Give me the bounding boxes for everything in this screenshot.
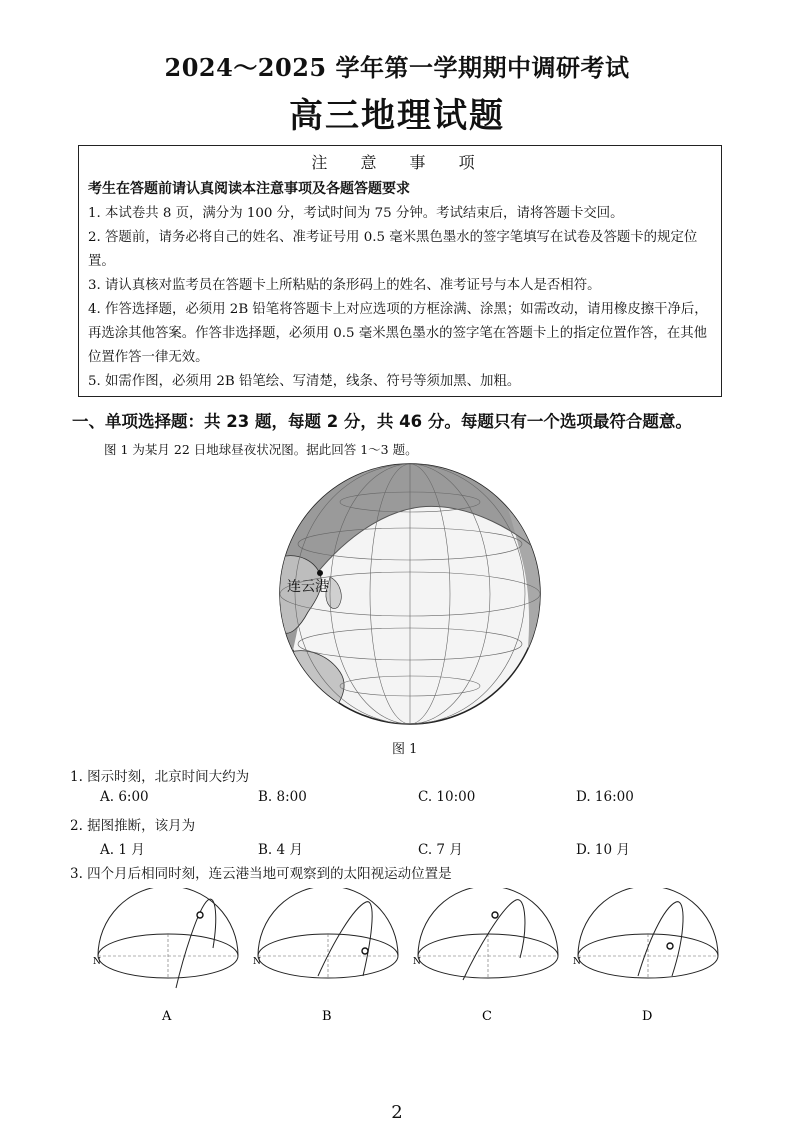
section-heading: 一、单项选择题：共 23 题，每题 2 分，共 46 分。每题只有一个选项最符合题意。 — [72, 412, 692, 431]
q1-option-b[interactable]: B. 8:00 — [258, 789, 307, 805]
figure-caption: 图 1 — [392, 742, 418, 757]
q1-option-d[interactable]: D. 16:00 — [576, 789, 634, 805]
notice-item: 1. 本试卷共 8 页，满分为 100 分，考试时间为 75 分钟。考试结束后，请将答题卡交回。 — [88, 206, 624, 221]
notice-box — [78, 145, 722, 397]
question-3-stem: 3. 四个月后相同时刻，连云港当地可观察到的太阳视运动位置是 — [70, 866, 452, 882]
exam-title: 2024～2025 学年第一学期期中调研考试 — [164, 53, 630, 82]
dome-label: B — [322, 1009, 332, 1024]
dome-a[interactable] — [93, 888, 238, 1024]
north-label: N — [93, 957, 101, 967]
north-label: N — [253, 957, 261, 967]
globe-figure — [270, 462, 550, 732]
page-number: 2 — [391, 1102, 403, 1123]
notice-item: 4. 作答选择题，必须用 2B 铅笔将答题卡上对应选项的方框涂满、涂黑；如需改动，请用橡皮擦干净后，再选涂其他答案。作答非选择题，必须用 0.5 毫米黑色墨水的签字笔在答题卡上的指定位置作答，在其他位置作答一律无效。 — [88, 302, 708, 365]
q2-option-d[interactable]: D. 10 月 — [576, 842, 630, 858]
dome-c[interactable] — [413, 888, 558, 1024]
dome-label: D — [642, 1009, 653, 1024]
place-label: 连云港 — [287, 579, 329, 595]
q1-option-c[interactable]: C. 10:00 — [418, 789, 476, 805]
dome-label: C — [482, 1009, 492, 1024]
notice-item: 2. 答题前，请务必将自己的姓名、准考证号用 0.5 毫米黑色墨水的签字笔填写在试卷及答题卡的规定位置。 — [88, 230, 698, 269]
north-label: N — [413, 957, 421, 967]
dome-b[interactable] — [253, 888, 398, 1024]
notice-heading: 注 意 事 项 — [311, 153, 489, 172]
notice-item: 5. 如需作图，必须用 2B 铅笔绘、写清楚，线条、符号等须加黑、加粗。 — [88, 374, 521, 389]
dome-label: A — [162, 1009, 172, 1024]
subject-title: 高三地理试题 — [289, 96, 505, 136]
question-1-stem: 1. 图示时刻，北京时间大约为 — [70, 769, 250, 785]
q2-option-a[interactable]: A. 1 月 — [100, 842, 145, 858]
notice-subheading: 考生在答题前请认真阅读本注意事项及各题答题要求 — [88, 181, 410, 197]
q2-option-c[interactable]: C. 7 月 — [418, 842, 463, 858]
q2-option-b[interactable]: B. 4 月 — [258, 842, 303, 858]
notice-item: 3. 请认真核对监考员在答题卡上所粘贴的条形码上的姓名、准考证号与本人是否相符。 — [88, 278, 601, 293]
north-label: N — [573, 957, 581, 967]
q1-option-a[interactable]: A. 6:00 — [100, 789, 149, 805]
section-intro: 图 1 为某月 22 日地球昼夜状况图。据此回答 1～3 题。 — [104, 442, 418, 457]
question-2-stem: 2. 据图推断，该月为 — [70, 818, 196, 834]
dome-d[interactable] — [573, 888, 718, 1024]
lianyungang-marker — [317, 570, 323, 576]
dome-diagrams — [88, 888, 748, 1028]
